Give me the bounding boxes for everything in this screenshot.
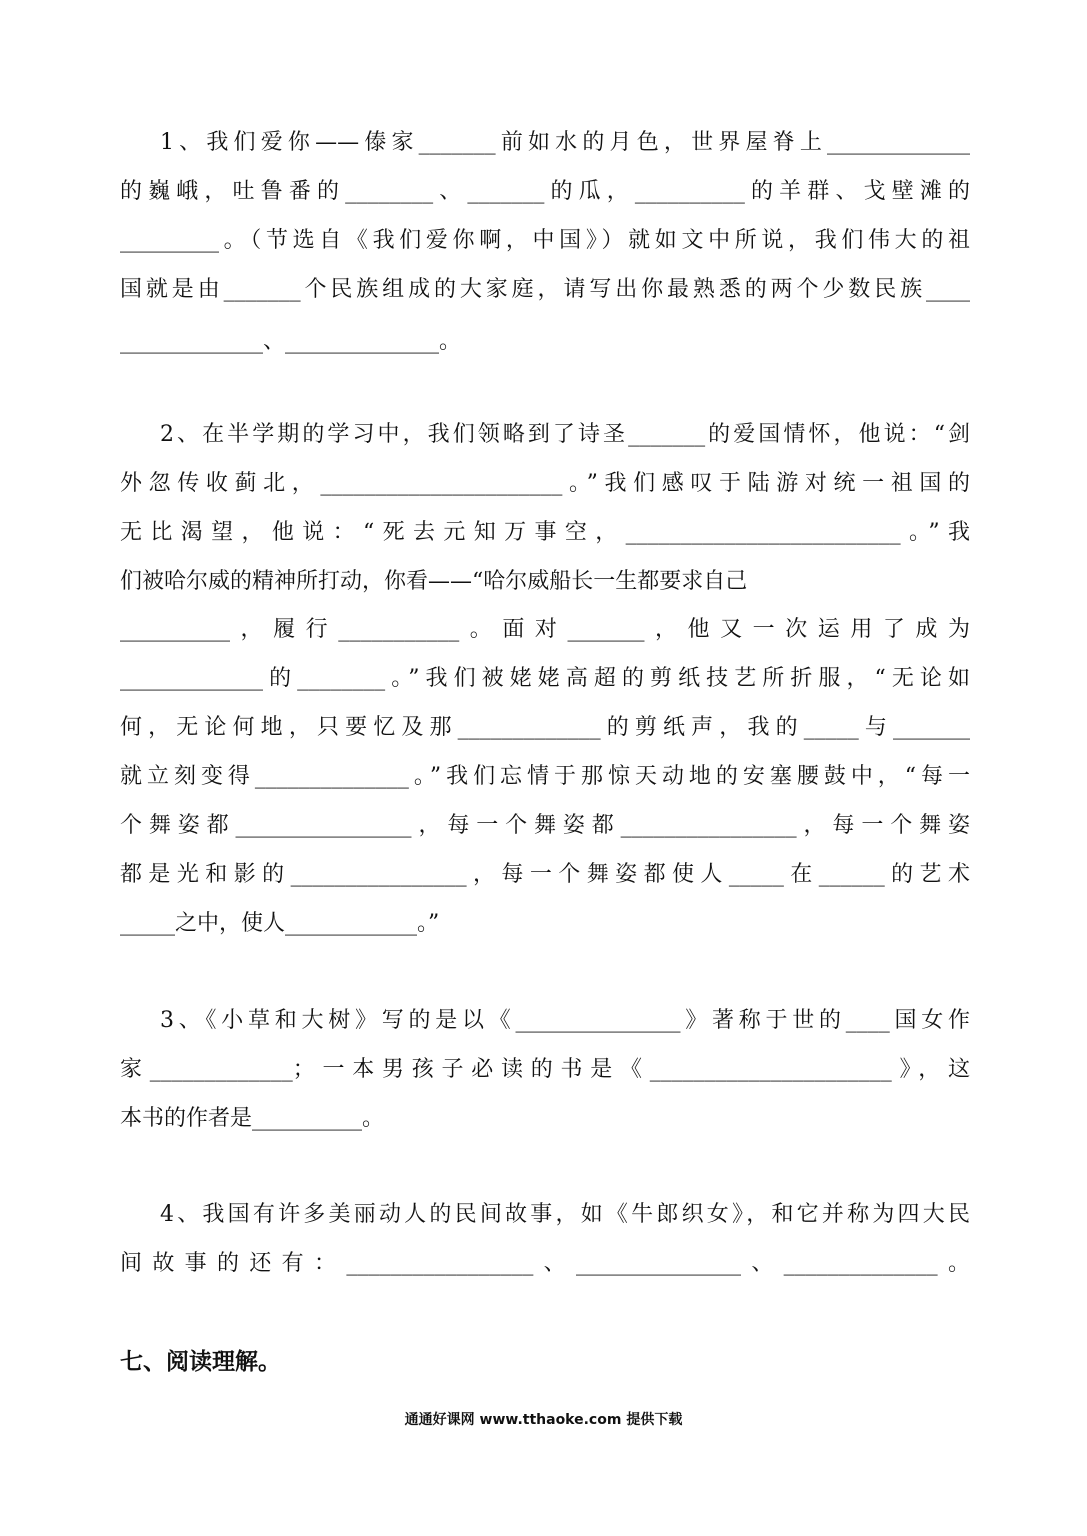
q1-line-3: _________。（节选自《我们爱你啊，中国》）就如文中所说，我们伟大的祖: [120, 228, 970, 253]
q2-line-3: 无比渴望，他说：“死去元知万事空，_________________________。”我: [120, 520, 970, 545]
q2-line-1: 2、在半学期的学习中，我们领略到了诗圣_______的爱国情怀，他说：“剑: [160, 422, 970, 447]
q2-line-7: 何，无论何地，只要忆及那_____________的剪纸声，我的_____与_______: [120, 715, 970, 740]
q4-line-2: 间故事的还有：_________________、_______________、______________。: [120, 1251, 970, 1276]
q2-line-4: 们被哈尔威的精神所打动，你看——“哈尔威船长一生都要求自己: [120, 569, 748, 594]
q3-line-3: 本书的作者是__________。: [120, 1106, 385, 1131]
q1-line-2: 的巍峨，吐鲁番的________、_______的瓜，__________的羊群、戈壁滩的: [120, 179, 970, 204]
q2-line-6: _____________的________。”我们被姥姥高超的剪纸技艺所折服，“无论如: [120, 666, 970, 691]
q3-line-1: 3、《小草和大树》写的是以《_______________》著称于世的____国女作: [160, 1008, 970, 1033]
q1-line-4: 国就是由_______个民族组成的大家庭，请写出你最熟悉的两个少数民族____: [120, 277, 970, 302]
q1-line-5: _____________、______________。: [120, 329, 462, 354]
q2-line-9: 个舞姿都________________，每一个舞姿都________________，每一个舞姿: [120, 813, 970, 838]
q2-line-2: 外忽传收蓟北，______________________。”我们感叹于陆游对统一祖国的: [120, 471, 970, 496]
q2-line-5: __________，履行___________。面对_______，他又一次运用了成为: [120, 617, 970, 642]
q1-line-1: 1、我们爱你——傣家_______前如水的月色，世界屋脊上_____________: [160, 130, 970, 155]
q2-line-10: 都是光和影的________________，每一个舞姿都使人_____在______的艺术: [120, 862, 970, 887]
q2-line-8: 就立刻变得______________。”我们忘情于那惊天动地的安塞腰鼓中，“每一: [120, 764, 970, 789]
q2-line-11: _____之中，使人____________。”: [120, 911, 440, 936]
page-footer: 通通好课网 www.tthaoke.com 提供下载: [404, 1412, 683, 1428]
q4-line-1: 4、我国有许多美丽动人的民间故事，如《牛郎织女》，和它并称为四大民: [160, 1202, 970, 1227]
q3-line-2: 家_____________；一本男孩子必读的书是《______________________》，这: [120, 1057, 970, 1082]
section-heading: 七、阅读理解。: [120, 1348, 281, 1375]
